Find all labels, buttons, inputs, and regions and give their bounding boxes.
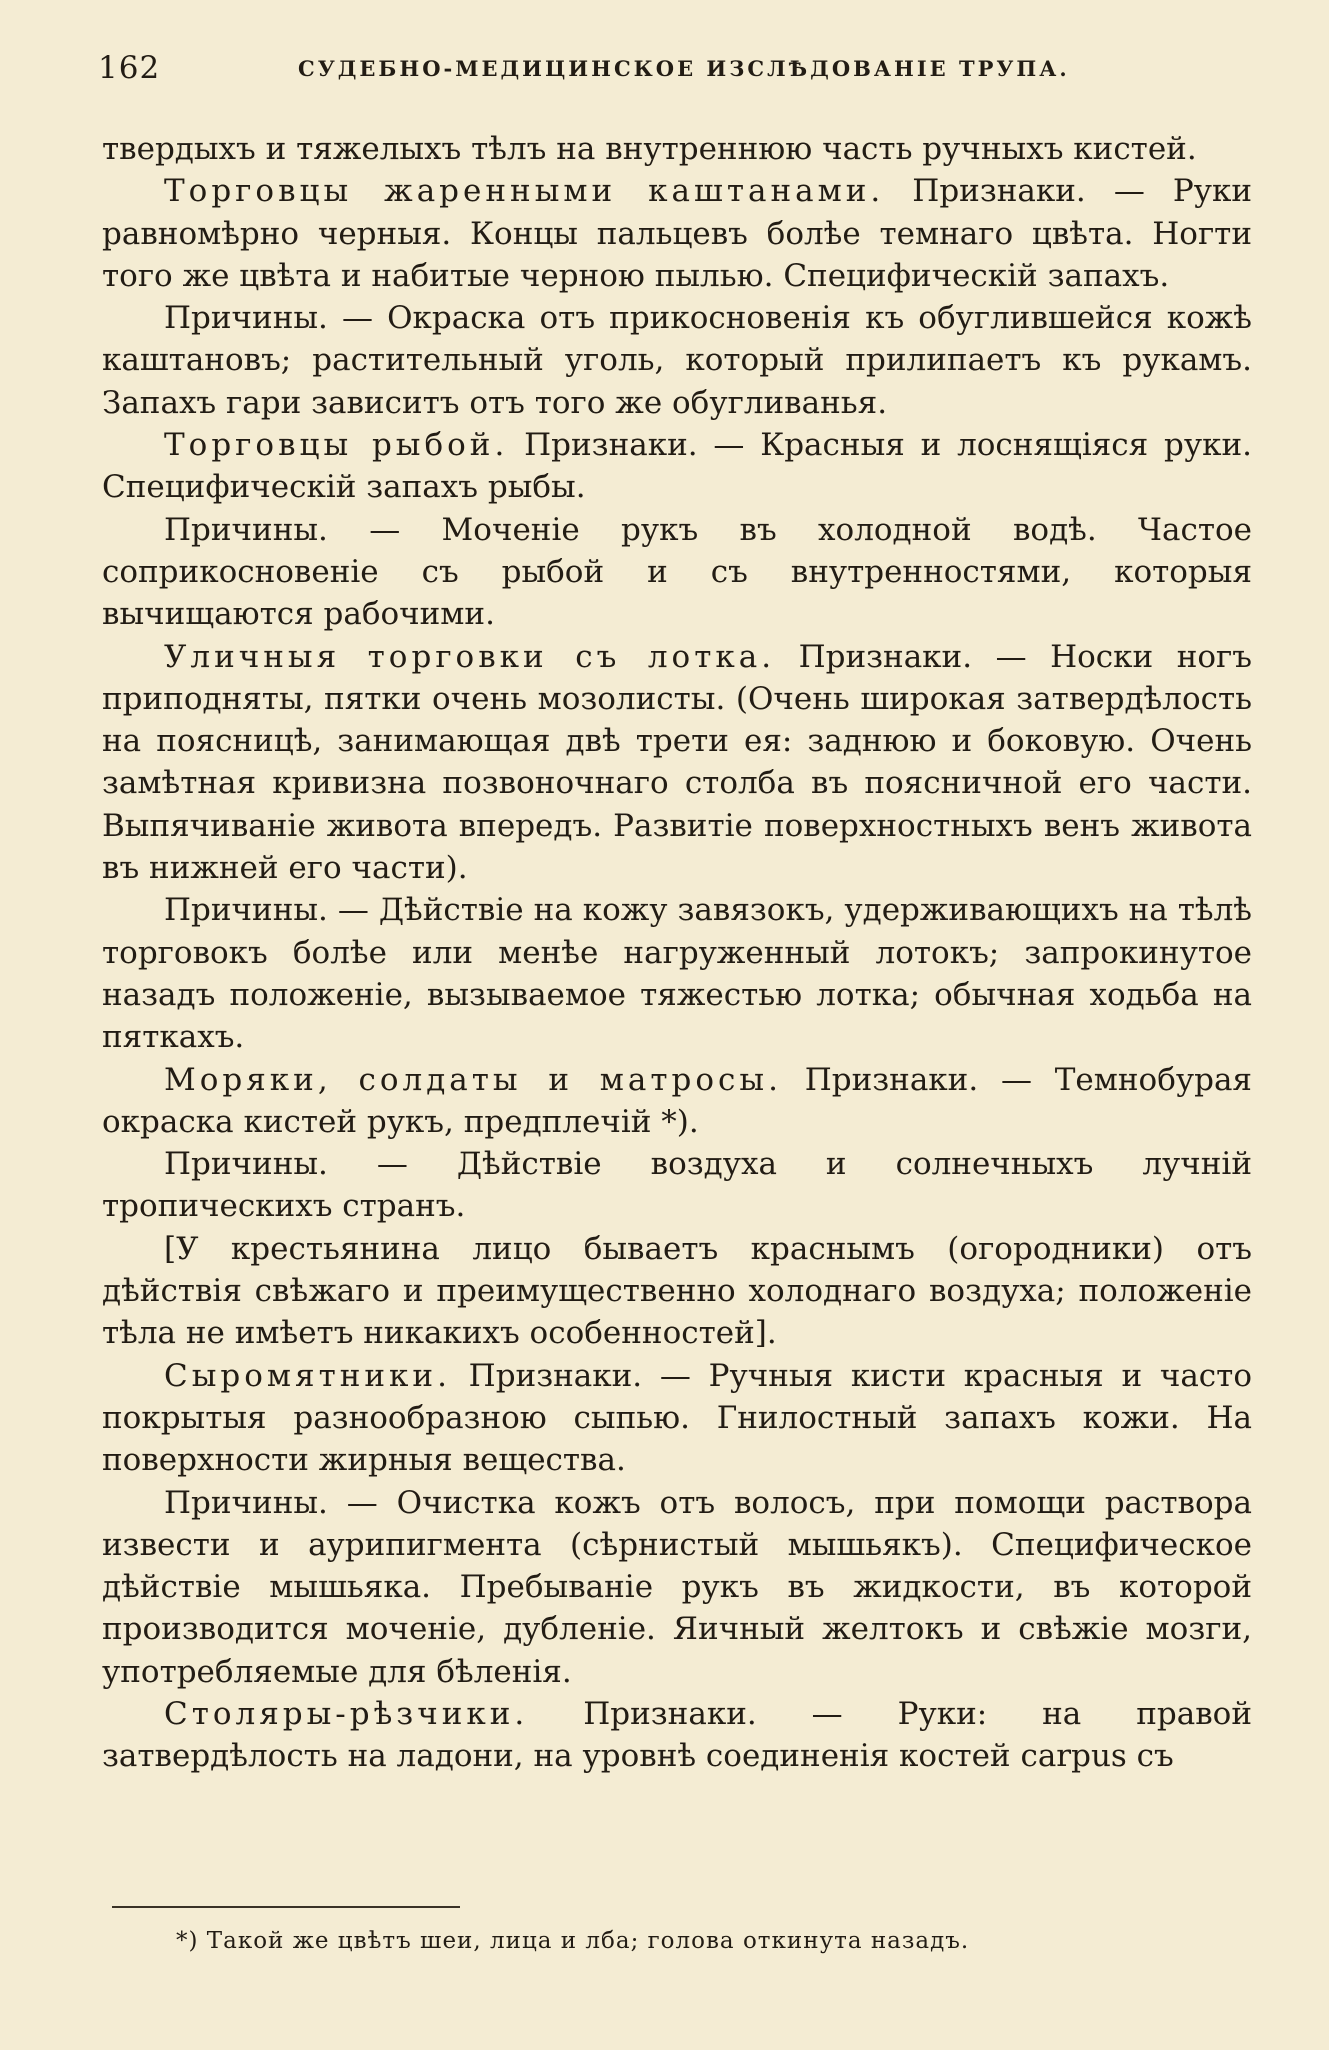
page-number: 162 [98,50,161,86]
paragraph-text: Признаки. — Руки равномѣрно черныя. Концы пальцевъ болѣе темнаго цвѣта. Ногти того же цвѣта и набитые черною пылью. Специфическій запахъ. [102,173,1252,294]
paragraph [102,1355,1252,1482]
paragraph [102,424,1252,509]
paragraph-text: Причины. — Дѣйствіе воздуха и солнечныхъ лучній тропическихъ странъ. [102,1146,1252,1225]
paragraph-text: твердыхъ и тяжелыхъ тѣлъ на внутреннюю часть ручныхъ кистей. [102,131,1197,167]
paragraph-text: Причины. — Дѣйствіе на кожу завязокъ, удерживающихъ на тѣлѣ торговокъ болѣе или менѣе нагруженный лотокъ; запрокинутое назадъ положеніе, вызываемое тяжестью лотка; обычная ходьба на пяткахъ. [102,892,1252,1056]
paragraph [102,889,1252,1058]
footnote-divider [112,1906,460,1908]
paragraph [102,1059,1252,1144]
paragraph-text: Признаки. — Ручныя кисти красныя и часто покрытыя разнообразною сыпью. Гнилостный запахъ кожи. На поверхности жирныя вещества. [102,1357,1252,1479]
paragraph-text: Причины. — Окраска отъ прикосновенія къ обуглившейся кожѣ каштановъ; растительный уголь, который прилипаетъ къ рукамъ. Запахъ гари зависитъ отъ того же обугливанья. [102,300,1252,421]
page-header [98,50,1258,90]
paragraph [102,128,1252,170]
section-title: Сыромятники. [164,1357,451,1394]
section-title: Уличныя торговки съ лотка. [164,638,776,675]
paragraph [102,509,1252,636]
paragraph [102,1693,1252,1778]
paragraph [102,297,1252,424]
section-title: Столяры-рѣзчики. [164,1695,529,1732]
paragraph-text: Признаки. — Темнобурая окраска кистей рукъ, предплечій *). [102,1061,1252,1140]
paragraph [102,1228,1252,1355]
footnote: *) Такой же цвѣтъ шеи, лица и лба; голова откинута назадъ. [176,1928,970,1954]
paragraph-text: Причины. — Моченіе рукъ въ холодной водѣ. Частое соприкосновеніе съ рыбой и съ внутренностями, которыя вычищаются рабочими. [102,511,1252,633]
paragraph [102,170,1252,297]
body-text [102,128,1252,1778]
section-title: Торговцы рыбой. [164,427,509,464]
paragraph [102,636,1252,890]
section-title: Моряки, солдаты и матросы. [164,1061,782,1098]
paragraph-text: [У крестьянина лицо бываетъ краснымъ (огородники) отъ дѣйствія свѣжаго и преимущественно холоднаго воздуха; положеніе тѣла не имѣетъ никакихъ особенностей]. [102,1230,1252,1352]
paragraph-text: Признаки. — Красныя и лоснящіяся руки. Специфическій запахъ рыбы. [102,427,1252,506]
running-title: СУДЕБНО-МЕДИЦИНСКОЕ ИЗСЛѢДОВАНІЕ ТРУПА. [298,56,1070,81]
paragraph [102,1482,1252,1693]
section-title: Торговцы жаренными каштанами. [164,173,885,210]
paragraph-text: Причины. — Очистка кожъ отъ волосъ, при помощи раствора извести и аурипигмента (сѣрнистый мышьякъ). Специфическое дѣйствіе мышьяка. Пребываніе рукъ въ жидкости, въ которой производится моченіе, дубленіе. Яичный желтокъ и свѣжіе мозги, употребляемые для бѣленія. [102,1484,1252,1690]
paragraph-text: Признаки. — Носки ногъ приподняты, пятки очень мозолисты. (Очень широкая затвердѣлость на поясницѣ, занимающая двѣ трети ея: заднюю и боковую. Очень замѣтная кривизна позвоночнаго столба въ поясничной его части. Выпячиваніе живота впередъ. Развитіе поверхностныхъ венъ живота въ нижней его части). [102,638,1252,887]
paragraph-text: Признаки. — Руки: на правой затвердѣлость на ладони, на уровнѣ соединенія костей carpus съ [102,1695,1252,1775]
paragraph [102,1143,1252,1228]
